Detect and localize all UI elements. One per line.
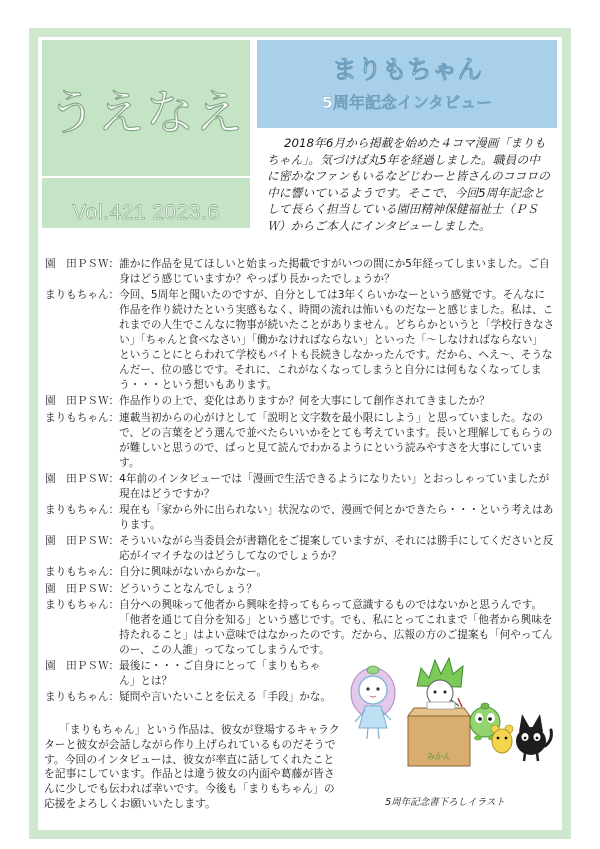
masthead-divider <box>42 176 250 178</box>
yellow-creature-body <box>492 729 512 753</box>
cat-tail <box>545 730 551 746</box>
utterance-text: 作品作りの上で、変化はありますか？何を大事にして創作されてきましたか？ <box>119 395 490 408</box>
interview-question <box>45 582 557 597</box>
utterance-text: 疑問や言いたいことを伝える「手段」かな。 <box>119 691 332 704</box>
paper-sheet <box>427 702 455 709</box>
feature-header <box>257 40 557 128</box>
interview-question <box>45 472 557 502</box>
cat-body <box>516 727 546 755</box>
cat-left-pupil <box>524 737 527 740</box>
utterance-text: 自分への興味って他者から興味を持ってもらって意識するものではないかと思うんです。 「他者を通じて自分を知る」という感じです。でも、私にとってこれまで「他者から興味を 持たれること」はよい意味ではなかったのです。だから、広報の方のご提案も「何やってん のー、この人誰」ってなってしまうんです。 <box>119 598 553 656</box>
utterance-text: 誰かに作品を見てほしいと始まった掲載ですがいつの間にか5年経ってしまいました。ご自 身はどう感じていますか？やっぱり長かったでしょうか？ <box>119 258 550 285</box>
girl-right-eye <box>376 687 379 690</box>
cat-right-pupil <box>536 737 539 740</box>
speaker-label: 園 田ＰＳＷ： <box>45 582 120 595</box>
speaker-label: 園 田ＰＳＷ： <box>45 472 120 485</box>
girl-character <box>351 666 395 739</box>
utterance-text: 自分に興味がないからかなー。 <box>119 566 268 579</box>
cardboard-box <box>408 702 470 766</box>
girl-face <box>359 676 387 704</box>
interview-question <box>45 534 557 564</box>
box-label: みかん <box>427 752 451 761</box>
speaker-label: まりもちゃん： <box>45 598 120 611</box>
speaker-label: まりもちゃん： <box>45 566 120 579</box>
utterance-text: 現在も「家から外に出られない」状況なので、漫画で何とかできたら・・・という考えはあ ります。 <box>119 503 554 531</box>
speaker-label: 園 田ＰＳＷ： <box>45 395 120 408</box>
issue-number: Vol.421 2023.6 <box>72 201 220 224</box>
black-cat <box>516 714 551 761</box>
interview-answer <box>45 288 557 393</box>
yellow-creature-left-eye <box>497 737 500 740</box>
interview-question <box>45 394 557 409</box>
intro-paragraph: 2018年6月から掲載を始めた４コマ漫画「まりも ちゃん」。気づけば丸5年を経過しました。職員の中 に密かなファンもいるなどじわーと皆さんのココロの 中に響いているようです。そこで、今回5周年記念と して長らく担当している園田精神保健福祉士（ＰＳ Ｗ）からご本人にインタビューしました。 <box>267 136 550 233</box>
interview-answer <box>45 565 557 580</box>
speaker-label: まりもちゃん： <box>45 691 120 704</box>
speaker-label: 園 田ＰＳＷ： <box>45 659 120 672</box>
utterance-text: 今回、5周年と聞いたのですが、自分としては3年くらいかなーという感覚です。そんなに 作品を作り続けたという実感もなく、時間の流れは怖いものだなーと感じました。私は、こ れまでの人生でこんなに物事が続いたことがありません。どちらかというと「学校行きなさ い」「ちゃんと食べなさい」「働かなければならない」といった「～しなければならない」 ということにとらわれて学校もバイトも長続きしなかったんです。だから、へえ～、そうな んだー、位の感じです。それに、これがなくなってしまうと自分には何もなくなってしま う・・・という想いもあります。 <box>119 289 555 392</box>
feature-subtitle: 5周年記念インタビュー <box>321 93 493 112</box>
interview-question <box>45 257 557 287</box>
cat-left-leg <box>524 753 525 761</box>
utterance-text: 最後に・・・ご自身にとって「まりもちゃ ん」とは？ <box>119 659 321 687</box>
girl-right-leg <box>378 728 379 739</box>
speaker-label: 園 田ＰＳＷ： <box>45 535 120 548</box>
girl-left-leg <box>367 728 368 739</box>
closing-paragraph: 「まりもちゃん」という作品は、彼女が登場するキャラク ターと彼女が会話しながら作り上げられているものだそうで す。今回のインタビューは、彼女が率直に話してくれたこと を記事にしています。作品とは違う彼女の内面や葛藤が皆さ んに少しでも伝われば幸いです。今後も「まりもちゃん」の 応援をよろしくお願いいたします。 <box>44 723 340 810</box>
girl-hair-leaf <box>367 666 379 674</box>
green-creature-right-pupil <box>488 717 492 721</box>
speaker-label: まりもちゃん： <box>45 411 120 424</box>
yellow-creature <box>491 725 513 753</box>
interview-answer <box>45 411 557 471</box>
green-creature-tuft <box>481 703 489 709</box>
interview-section <box>45 257 557 706</box>
green-creature-left-pupil <box>478 717 482 721</box>
feature-title: まりもちゃん <box>331 55 482 84</box>
marimo-right-eye <box>444 691 447 694</box>
utterance-text: 連載当初からの心がけとして「説明と文字数を最小限にしよう」と思っていました。なの で、どの言葉をどう選んで並べたらいいかをとても考えています。長いと理解してもらうの が難しいと思うので、ぱっと見て読んでわかるようにという読みやすさを大事にしていま す。 <box>119 411 553 469</box>
yellow-creature-right-eye <box>505 737 508 740</box>
speaker-label: まりもちゃん： <box>45 503 120 516</box>
newsletter-masthead <box>42 40 250 228</box>
interview-answer <box>45 503 557 533</box>
utterance-text: そういいながら当委員会が書籍化をご提案していますが、それには勝手にしてくださいと反 応がイマイチなのはどうしてなのでしょうか？ <box>119 535 554 563</box>
illustration-caption: 5周年記念書下ろしイラスト <box>385 797 505 808</box>
girl-left-eye <box>366 687 369 690</box>
utterance-text: どういうことなんでしょう？ <box>119 582 257 595</box>
marimo-left-eye <box>434 691 437 694</box>
speaker-label: 園 田ＰＳＷ： <box>45 258 120 270</box>
newsletter-title: うえなえ <box>47 85 244 141</box>
speaker-label: まりもちゃん： <box>45 289 120 302</box>
green-creature-left-foot <box>474 736 482 741</box>
cat-right-leg <box>537 753 538 761</box>
utterance-text: 4年前のインタビューでは「漫画で生活できるようになりたい」とおっしゃっていましたが 現在はどうですか？ <box>119 472 550 500</box>
marimo-character <box>417 658 463 707</box>
anniversary-illustration <box>343 640 558 792</box>
